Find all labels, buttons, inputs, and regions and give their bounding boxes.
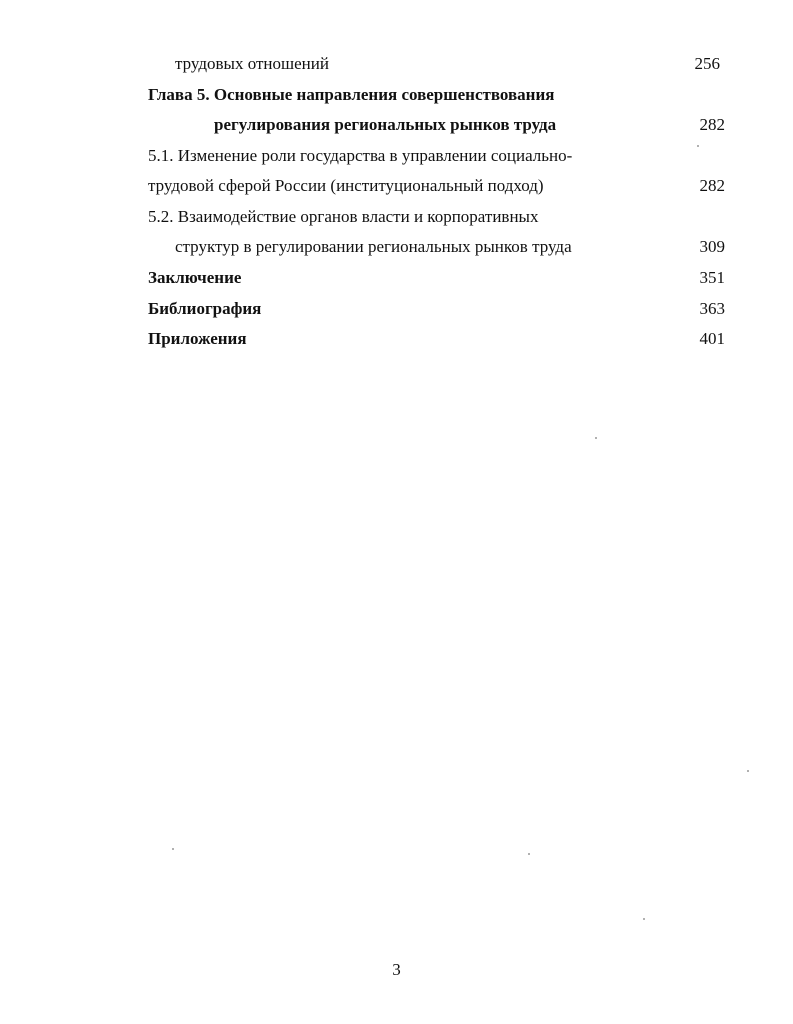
toc-entry-text: 5.1. Изменение роли государства в управлении социально-: [148, 146, 573, 165]
scan-speck: [172, 848, 174, 850]
toc-entry-page: 282: [699, 115, 725, 134]
chapter-heading-continued: регулирования региональных рынков труда: [214, 115, 557, 134]
scan-speck: [595, 437, 597, 439]
scan-speck: [528, 853, 530, 855]
chapter-heading: Глава 5. Основные направления совершенствования: [148, 85, 555, 104]
scan-speck: [747, 770, 749, 772]
toc-entry-page: 309: [699, 237, 725, 256]
toc-entry-page: 363: [699, 299, 725, 318]
toc-entry-page: 256: [694, 54, 720, 73]
toc-entry-page: 401: [699, 329, 725, 348]
scan-speck: [643, 918, 645, 920]
toc-entry-text: структур в регулировании региональных рынков труда: [175, 237, 572, 256]
toc-conclusion: Заключение: [148, 268, 242, 287]
toc-entry-text: трудовой сферой России (институциональный подход): [148, 176, 544, 195]
page-number: 3: [392, 960, 401, 979]
toc-entry-page: 282: [699, 176, 725, 195]
scan-speck: [697, 145, 699, 147]
toc-appendices: Приложения: [148, 329, 247, 348]
toc-entry-text: трудовых отношений: [175, 54, 329, 73]
toc-bibliography: Библиография: [148, 299, 262, 318]
toc-entry-text: 5.2. Взаимодействие органов власти и корпоративных: [148, 207, 539, 226]
toc-entry-page: 351: [699, 268, 725, 287]
